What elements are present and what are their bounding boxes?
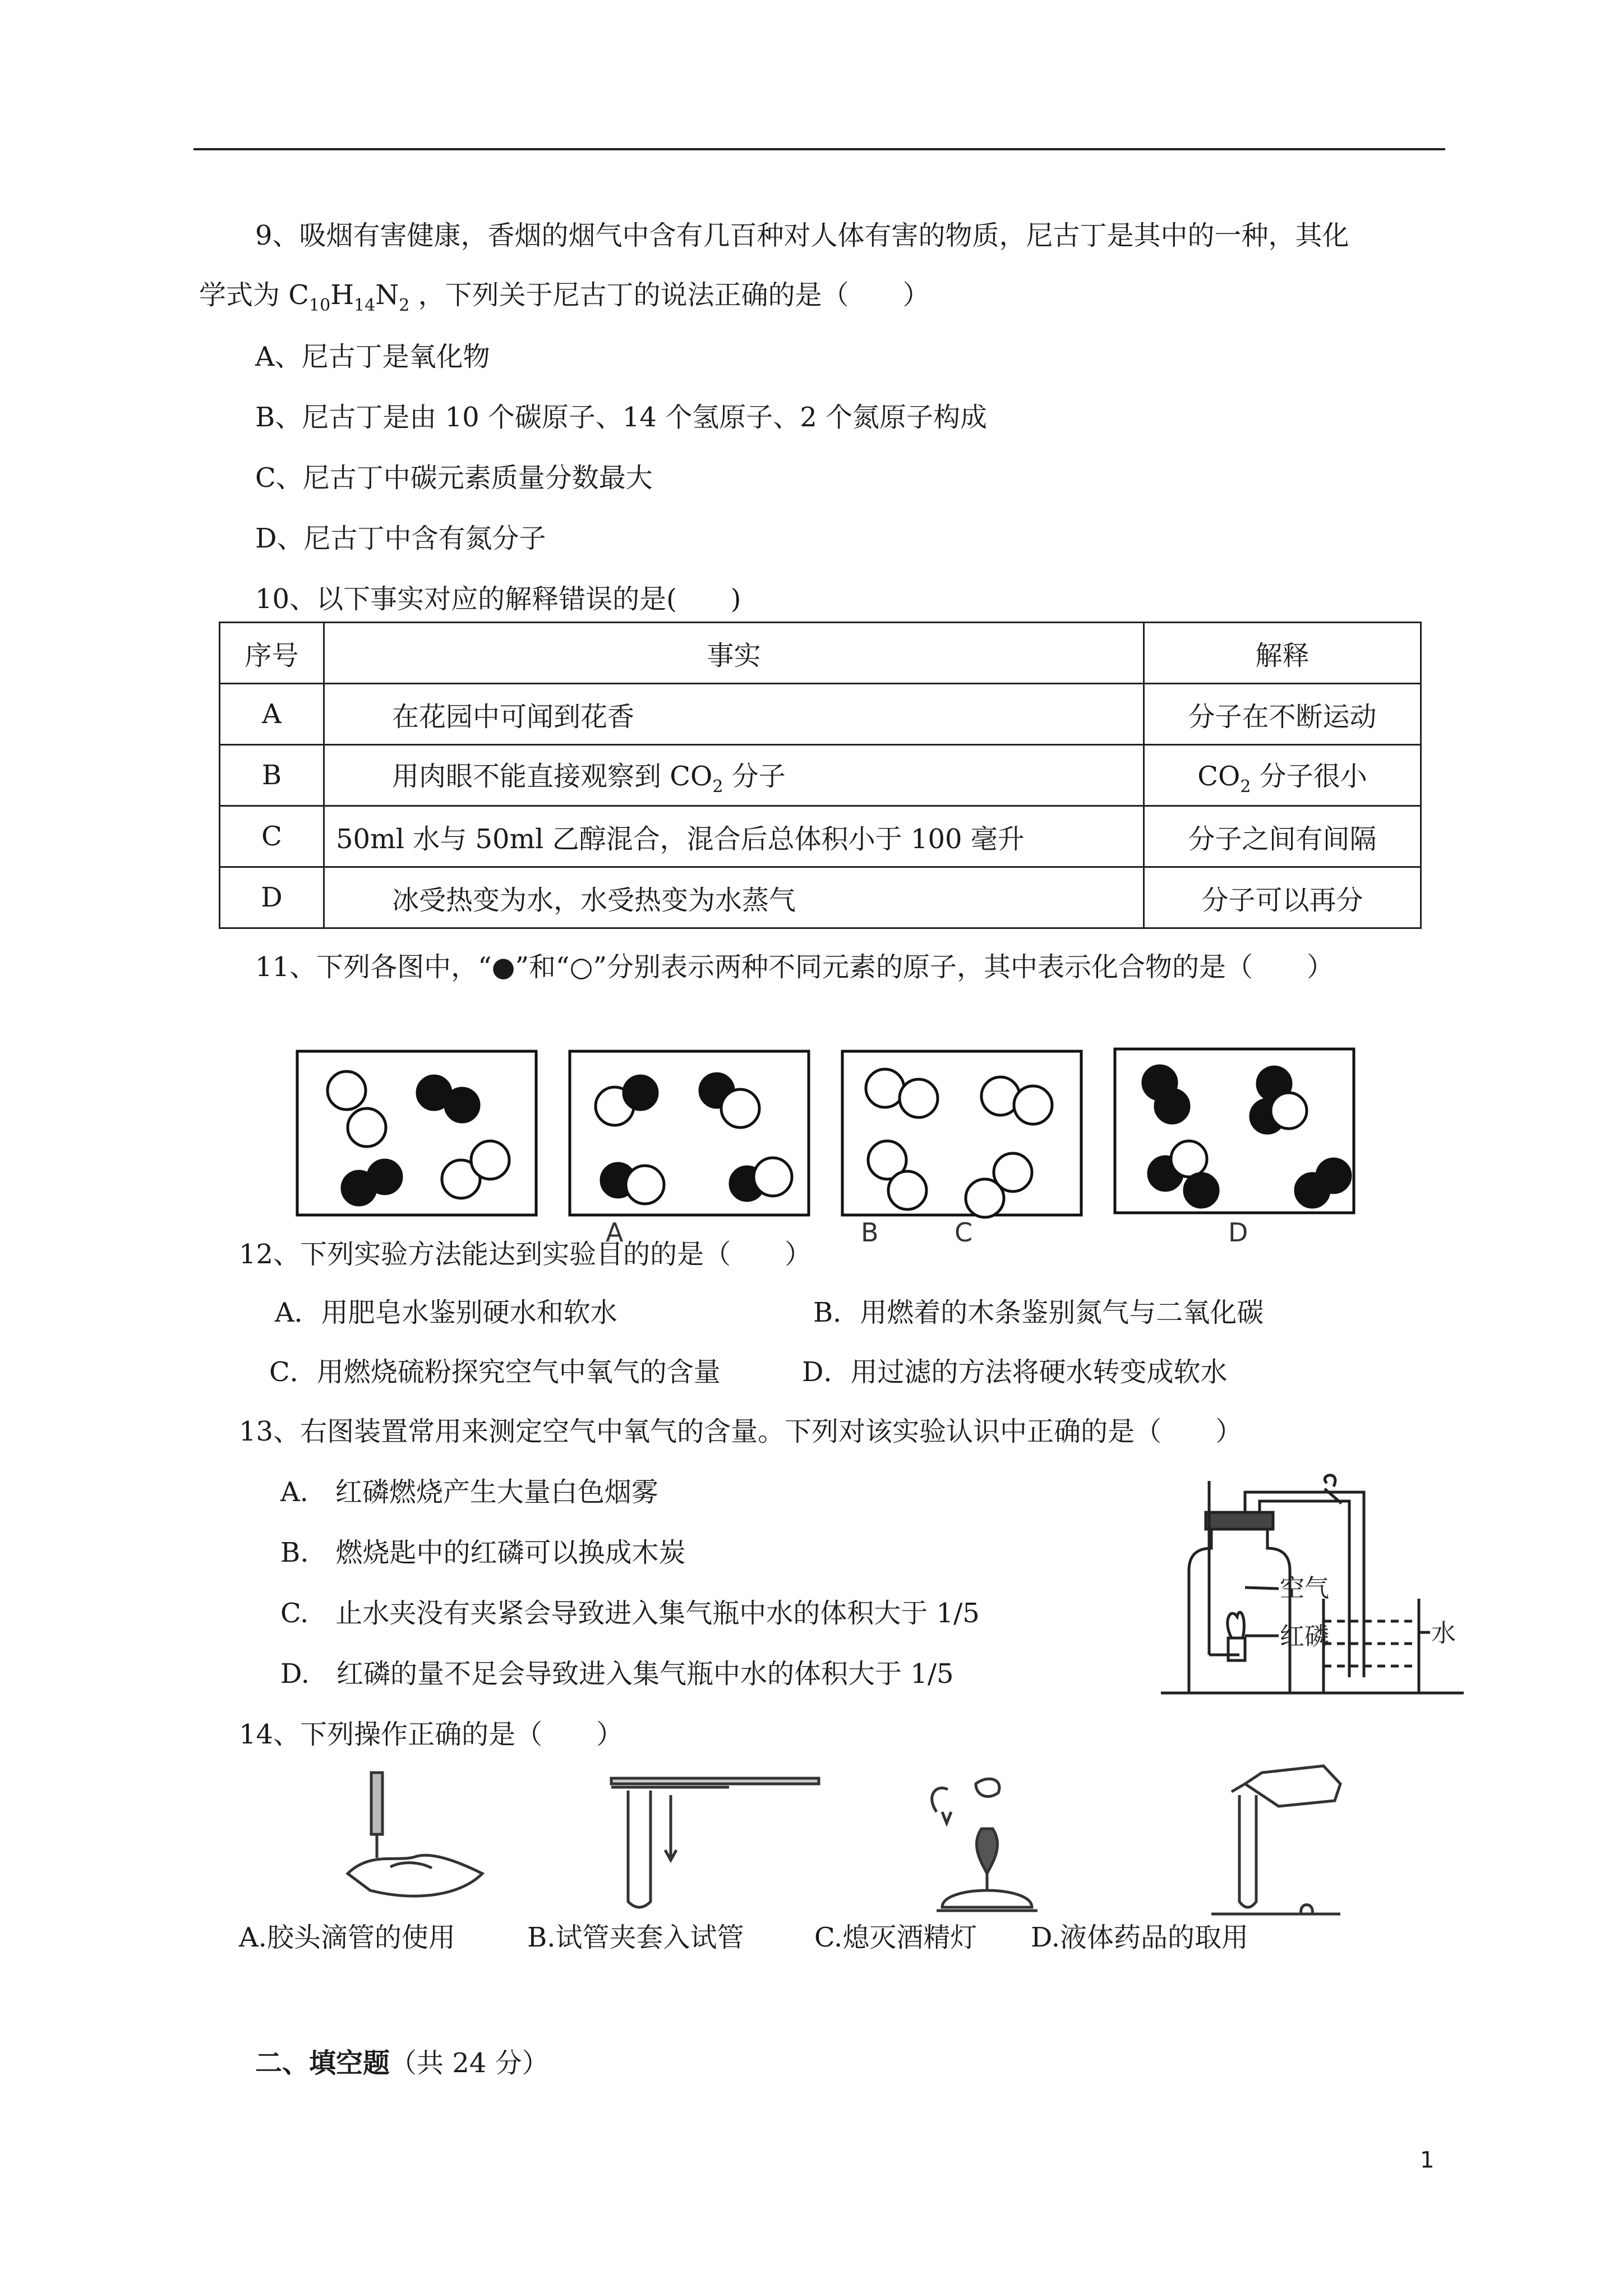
table-row [220,806,1421,867]
q12-option-d: D．用过滤的方法将硬水转变成软水 [802,1356,1228,1388]
q14-option-b: B.试管夹套入试管 [527,1922,744,1953]
q11-label-a: A [606,1217,624,1248]
q10-table [219,622,1422,929]
header-explain: 解释 [1144,623,1421,684]
q9-option-a: A、尼古丁是氧化物 [255,341,490,372]
q13-option-d: D. 红磷的量不足会导致进入集气瓶中水的体积大于 1/5 [280,1658,954,1690]
table-header-row [220,623,1421,684]
q13-option-c: C. 止水夹没有夹紧会导致进入集气瓶中水的体积大于 1/5 [280,1598,980,1629]
q14-operation-figures [336,1761,1402,1930]
q14-stem: 14、下列操作正确的是（ ） [239,1719,624,1750]
q10-stem: 10、以下事实对应的解释错误的是( ) [255,583,741,615]
header-rule [193,148,1445,150]
label-air: 空气 [1280,1574,1329,1603]
q12-option-b: B．用燃着的木条鉴别氮气与二氧化碳 [813,1297,1264,1328]
q14-option-a: A.胶头滴管的使用 [239,1922,455,1953]
q13-stem: 13、右图装置常用来测定空气中氧气的含量。下列对该实验认识中正确的是（ ） [239,1416,1243,1447]
q11-label-b: B [861,1217,879,1248]
header-id: 序号 [220,623,324,684]
q13-apparatus-diagram [1155,1470,1469,1705]
page-number: 1 [1420,2147,1435,2173]
table-row [220,867,1421,928]
row-fact: 冰受热变为水，水受热变为水蒸气 [324,867,1144,928]
q9-stem-line2: 学式为 $C_{10}H_{14}N_2$ ，下列关于尼古丁的说法正确的是（ ） [199,279,930,315]
q11-label-d: D [1228,1217,1248,1248]
q12-option-c: C．用燃烧硫粉探究空气中氧气的含量 [269,1356,721,1388]
q12-option-a: A．用肥皂水鉴别硬水和软水 [275,1297,617,1328]
label-phosphorus: 红磷 [1280,1622,1329,1651]
label-water: 水 [1431,1619,1456,1648]
q11-stem: 11、下列各图中，“●”和“○”分别表示两种不同元素的原子，其中表示化合物的是（ ） [255,951,1334,983]
row-fact: 用肉眼不能直接观察到 $CO_2$ 分子 [324,745,1144,806]
q11-label-c: C [955,1217,973,1248]
table-row [220,684,1421,745]
q9-option-b: B、尼古丁是由 10 个碳原子、14 个氢原子、2 个氮原子构成 [255,402,988,433]
q9-stem-line1: 9、吸烟有害健康，香烟的烟气中含有几百种对人体有害的物质，尼古丁是其中的一种，其化 [255,220,1349,251]
q13-option-b: B. 燃烧匙中的红磷可以换成木炭 [280,1537,686,1568]
row-explain: 分子可以再分 [1144,867,1421,928]
q14-option-d: D.液体药品的取用 [1031,1922,1249,1953]
row-id: C [220,806,324,867]
table-row [220,745,1421,806]
row-id: A [220,684,324,745]
header-fact: 事实 [324,623,1144,684]
row-explain: 分子在不断运动 [1144,684,1421,745]
row-fact: 50ml 水与 50ml 乙醇混合，混合后总体积小于 100 毫升 [324,806,1144,867]
q12-stem: 12、下列实验方法能达到实验目的的是（ ） [239,1239,812,1270]
q11-molecule-diagrams [292,1043,1391,1234]
q9-option-c: C、尼古丁中碳元素质量分数最大 [255,462,653,494]
q13-option-a: A. 红磷燃烧产生大量白色烟雾 [280,1476,658,1508]
row-explain: $CO_2$ 分子很小 [1144,745,1421,806]
q14-option-c: C.熄灭酒精灯 [814,1922,978,1953]
row-id: B [220,745,324,806]
q9-option-d: D、尼古丁中含有氮分子 [255,523,546,554]
row-fact: 在花园中可闻到花香 [324,684,1144,745]
row-explain: 分子之间有间隔 [1144,806,1421,867]
row-id: D [220,867,324,928]
section2-heading: 二、填空题（共 24 分） [255,2047,549,2079]
